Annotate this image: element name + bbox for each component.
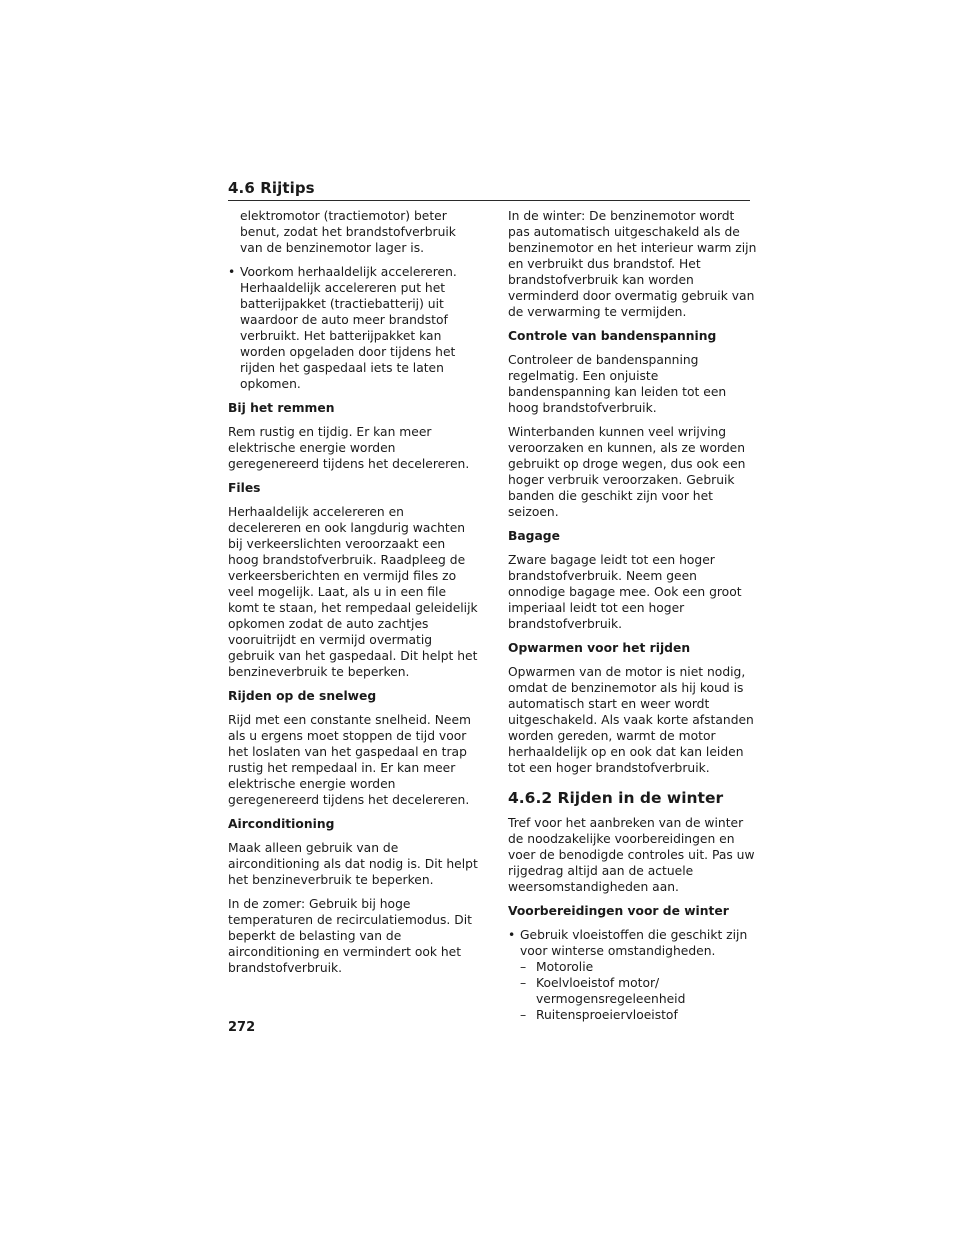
subheading-remmen: Bij het remmen: [228, 401, 335, 415]
paragraph-winterbanden: Winterbanden kunnen veel wrijving veroorzaken en kunnen, als ze worden gebruikt op droge wegen, dus ook een hoger verbruik veroorzaken. Gebruik banden die geschikt zijn voor het seizoen.: [508, 425, 746, 519]
paragraph-opwarmen: Opwarmen van de motor is niet nodig, omdat de benzinemotor als hij koud is automatisch start en weer wordt uitgeschakeld. Als vaak korte afstanden worden gereden, warmt de motor herhaaldelijk op en ook dat kan leiden tot een hoger brandstofverbruik.: [508, 665, 754, 775]
left-column: [228, 208, 478, 984]
bullet-marker: •: [508, 928, 516, 942]
dash-item-text: Motorolie: [536, 960, 594, 974]
bullet-text: Gebruik vloeistoffen die geschikt zijn voor winterse omstandigheden.: [520, 928, 748, 958]
dash-item-text: Ruitensproeiervloeistof: [536, 1008, 678, 1022]
section-title-winter: 4.6.2 Rijden in de winter: [508, 789, 724, 807]
subheading-bagage: Bagage: [508, 529, 560, 543]
paragraph-snelweg: Rijd met een constante snelheid. Neem als u ergens moet stoppen de tijd voor het loslaten van het gaspedaal en trap rustig het rempedaal in. Er kan meer elektrische energie worden geregenereerd tijdens het decelereren.: [228, 713, 472, 807]
paragraph-intro-winter: Tref voor het aanbreken van de winter de noodzakelijke voorbereidingen en voer de benodigde controles uit. Pas uw rijgedrag altijd aan de actuele weersomstandigheden aan.: [508, 816, 755, 894]
subheading-snelweg: Rijden op de snelweg: [228, 689, 377, 703]
bullet-marker: •: [228, 265, 236, 279]
continued-bullet-text: elektromotor (tractiemotor) beter benut, zodat het brandstofverbruik van de benzinemotor lager is.: [240, 209, 456, 255]
subheading-voorbereidingen: Voorbereidingen voor de winter: [508, 904, 729, 918]
dash-marker: –: [520, 960, 527, 974]
paragraph-remmen: Rem rustig en tijdig. Er kan meer elektrische energie worden geregenereerd tijdens het decelereren.: [228, 425, 470, 471]
subheading-airco: Airconditioning: [228, 817, 335, 831]
paragraph-zomer: In de zomer: Gebruik bij hoge temperaturen de recirculatiemodus. Dit beperkt de belasting van de airconditioning en vermindert ook het brandstofverbruik.: [228, 897, 472, 975]
paragraph-files: Herhaaldelijk accelereren en decelereren en ook langdurig wachten bij verkeerslichten veroorzaakt een hoog brandstofverbruik. Raadpleeg de verkeersberichten en vermijd files zo veel mogelijk. Laat, als u in een file komt te staan, het rempedaal geleidelijk opkomen zodat de auto zachtjes vooruitrijdt en vermijd overmatig gebruik van het gaspedaal. Dit helpt het benzineverbruik te beperken.: [228, 505, 478, 679]
bullet-text: Voorkom herhaaldelijk accelereren. Herhaaldelijk accelereren put het batterijpakket (tractiebatterij) uit waardoor de auto meer brandstof verbruikt. Het batterijpakket kan worden opgeladen door tijdens het rijden het gaspedaal iets te laten opkomen.: [240, 265, 457, 391]
section-header-title: 4.6 Rijtips: [228, 179, 315, 197]
dash-item: [520, 959, 758, 975]
dash-marker: –: [520, 976, 527, 990]
subheading-opwarmen: Opwarmen voor het rijden: [508, 641, 691, 655]
dash-item-text: Koelvloeistof motor/ vermogensregeleenheid: [536, 976, 686, 1006]
bullet-item: [508, 927, 758, 959]
right-column: [508, 208, 758, 1023]
paragraph-winter: In de winter: De benzinemotor wordt pas automatisch uitgeschakeld als de benzinemotor en het interieur warm zijn en verbruikt dus brandstof. Het brandstofverbruik kan worden verminderd door overmatig gebruik van de verwarming te vermijden.: [508, 209, 757, 319]
paragraph-bandenspanning: Controleer de bandenspanning regelmatig. Een onjuiste bandenspanning kan leiden tot een hoog brandstofverbruik.: [508, 353, 727, 415]
bullet-item: [228, 264, 478, 392]
dash-item: [520, 975, 758, 1007]
section-header: [228, 178, 750, 201]
dash-marker: –: [520, 1008, 527, 1022]
subheading-bandenspanning: Controle van bandenspanning: [508, 329, 717, 343]
dash-list: [520, 959, 758, 1023]
dash-item: [520, 1007, 758, 1023]
paragraph-bagage: Zware bagage leidt tot een hoger brandstofverbruik. Neem geen onnodige bagage mee. Ook een groot imperiaal leidt tot een hoger brandstofverbruik.: [508, 553, 742, 631]
page-number: 272: [228, 1020, 256, 1035]
subheading-files: Files: [228, 481, 261, 495]
paragraph-airco: Maak alleen gebruik van de airconditioning als dat nodig is. Dit helpt het benzineverbruik te beperken.: [228, 841, 478, 887]
